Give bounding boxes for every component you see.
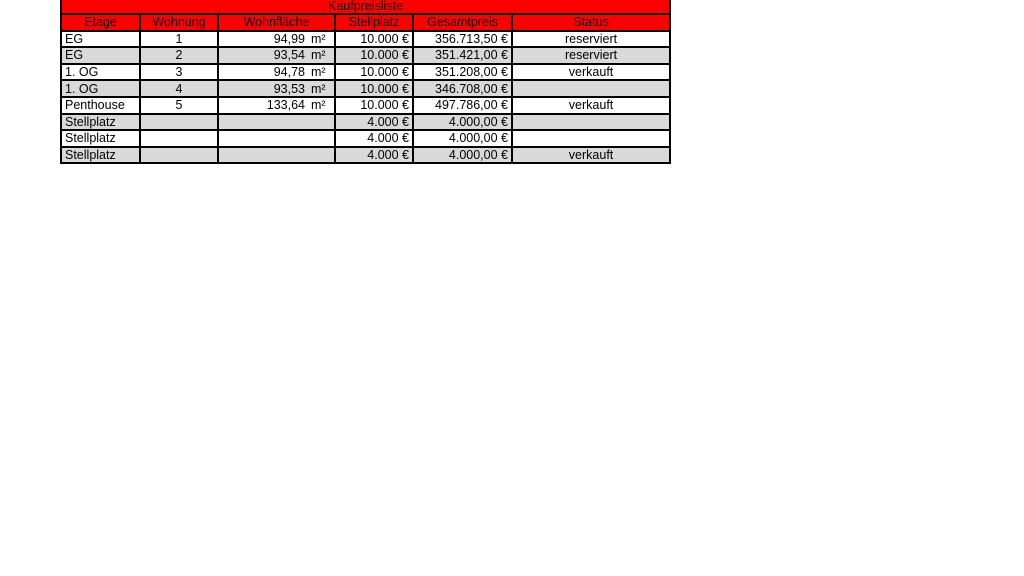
column-header-stellplatz: Stellplatz (335, 14, 413, 31)
column-header-wohnflaeche: Wohnfläche (218, 14, 335, 31)
cell-wohnung (140, 130, 218, 147)
cell-etage: EG (61, 31, 140, 48)
area-unit: m² (311, 98, 326, 113)
cell-gesamtpreis: 4.000,00 € (413, 130, 512, 147)
table-row (61, 80, 670, 97)
cell-status: reserviert (512, 31, 670, 48)
column-header-etage: Etage (61, 14, 140, 31)
cell-stellplatz: 10.000 € (335, 97, 413, 114)
cell-etage: Penthouse (61, 97, 140, 114)
area-unit: m² (311, 81, 326, 96)
cell-wohnflaeche (218, 31, 335, 48)
cell-wohnung: 3 (140, 64, 218, 81)
column-header-wohnung: Wohnung (140, 14, 218, 31)
cell-stellplatz: 10.000 € (335, 64, 413, 81)
table-row (61, 31, 670, 48)
table-title-row (61, 0, 670, 14)
area-unit: m² (311, 65, 326, 80)
table-row (61, 64, 670, 81)
area-unit: m² (311, 31, 326, 46)
area-value: 93,53 (273, 81, 305, 96)
cell-wohnung: 5 (140, 97, 218, 114)
area-unit: m² (311, 48, 326, 63)
cell-etage: Stellplatz (61, 130, 140, 147)
cell-wohnflaeche (218, 147, 335, 164)
cell-stellplatz: 4.000 € (335, 130, 413, 147)
cell-etage: 1. OG (61, 80, 140, 97)
cell-stellplatz: 10.000 € (335, 47, 413, 64)
cell-wohnung (140, 147, 218, 164)
cell-gesamtpreis: 351.421,00 € (413, 47, 512, 64)
cell-wohnung (140, 114, 218, 131)
cell-stellplatz: 10.000 € (335, 31, 413, 48)
table-row (61, 130, 670, 147)
cell-status: reserviert (512, 47, 670, 64)
cell-wohnflaeche (218, 130, 335, 147)
cell-wohnflaeche (218, 47, 335, 64)
column-header-gesamtpreis: Gesamtpreis (413, 14, 512, 31)
area-value: 93,54 (273, 48, 305, 63)
cell-gesamtpreis: 497.786,00 € (413, 97, 512, 114)
column-header-status: Status (512, 14, 670, 31)
cell-wohnflaeche (218, 64, 335, 81)
cell-wohnung: 1 (140, 31, 218, 48)
cell-etage: 1. OG (61, 64, 140, 81)
cell-wohnung: 2 (140, 47, 218, 64)
area-value: 133,64 (266, 98, 305, 113)
cell-gesamtpreis: 4.000,00 € (413, 147, 512, 164)
cell-status: verkauft (512, 64, 670, 81)
cell-etage: Stellplatz (61, 147, 140, 164)
table-row (61, 97, 670, 114)
price-list-sheet (60, 0, 669, 164)
table-row (61, 47, 670, 64)
cell-status (512, 114, 670, 131)
cell-gesamtpreis: 351.208,00 € (413, 64, 512, 81)
table-header-row (61, 14, 670, 31)
cell-status: verkauft (512, 97, 670, 114)
area-value: 94,78 (273, 65, 305, 80)
table-row (61, 114, 670, 131)
cell-gesamtpreis: 346.708,00 € (413, 80, 512, 97)
cell-stellplatz: 4.000 € (335, 114, 413, 131)
cell-status (512, 130, 670, 147)
cell-stellplatz: 10.000 € (335, 80, 413, 97)
cell-status (512, 80, 670, 97)
price-list-table (60, 0, 671, 164)
cell-wohnflaeche (218, 114, 335, 131)
cell-wohnflaeche (218, 97, 335, 114)
cell-etage: Stellplatz (61, 114, 140, 131)
cell-status: verkauft (512, 147, 670, 164)
table-row (61, 147, 670, 164)
cell-wohnflaeche (218, 80, 335, 97)
cell-gesamtpreis: 4.000,00 € (413, 114, 512, 131)
cell-wohnung: 4 (140, 80, 218, 97)
table-title: Kaufpreisliste (61, 0, 670, 14)
cell-gesamtpreis: 356.713,50 € (413, 31, 512, 48)
cell-stellplatz: 4.000 € (335, 147, 413, 164)
area-value: 94,99 (273, 31, 305, 46)
cell-etage: EG (61, 47, 140, 64)
